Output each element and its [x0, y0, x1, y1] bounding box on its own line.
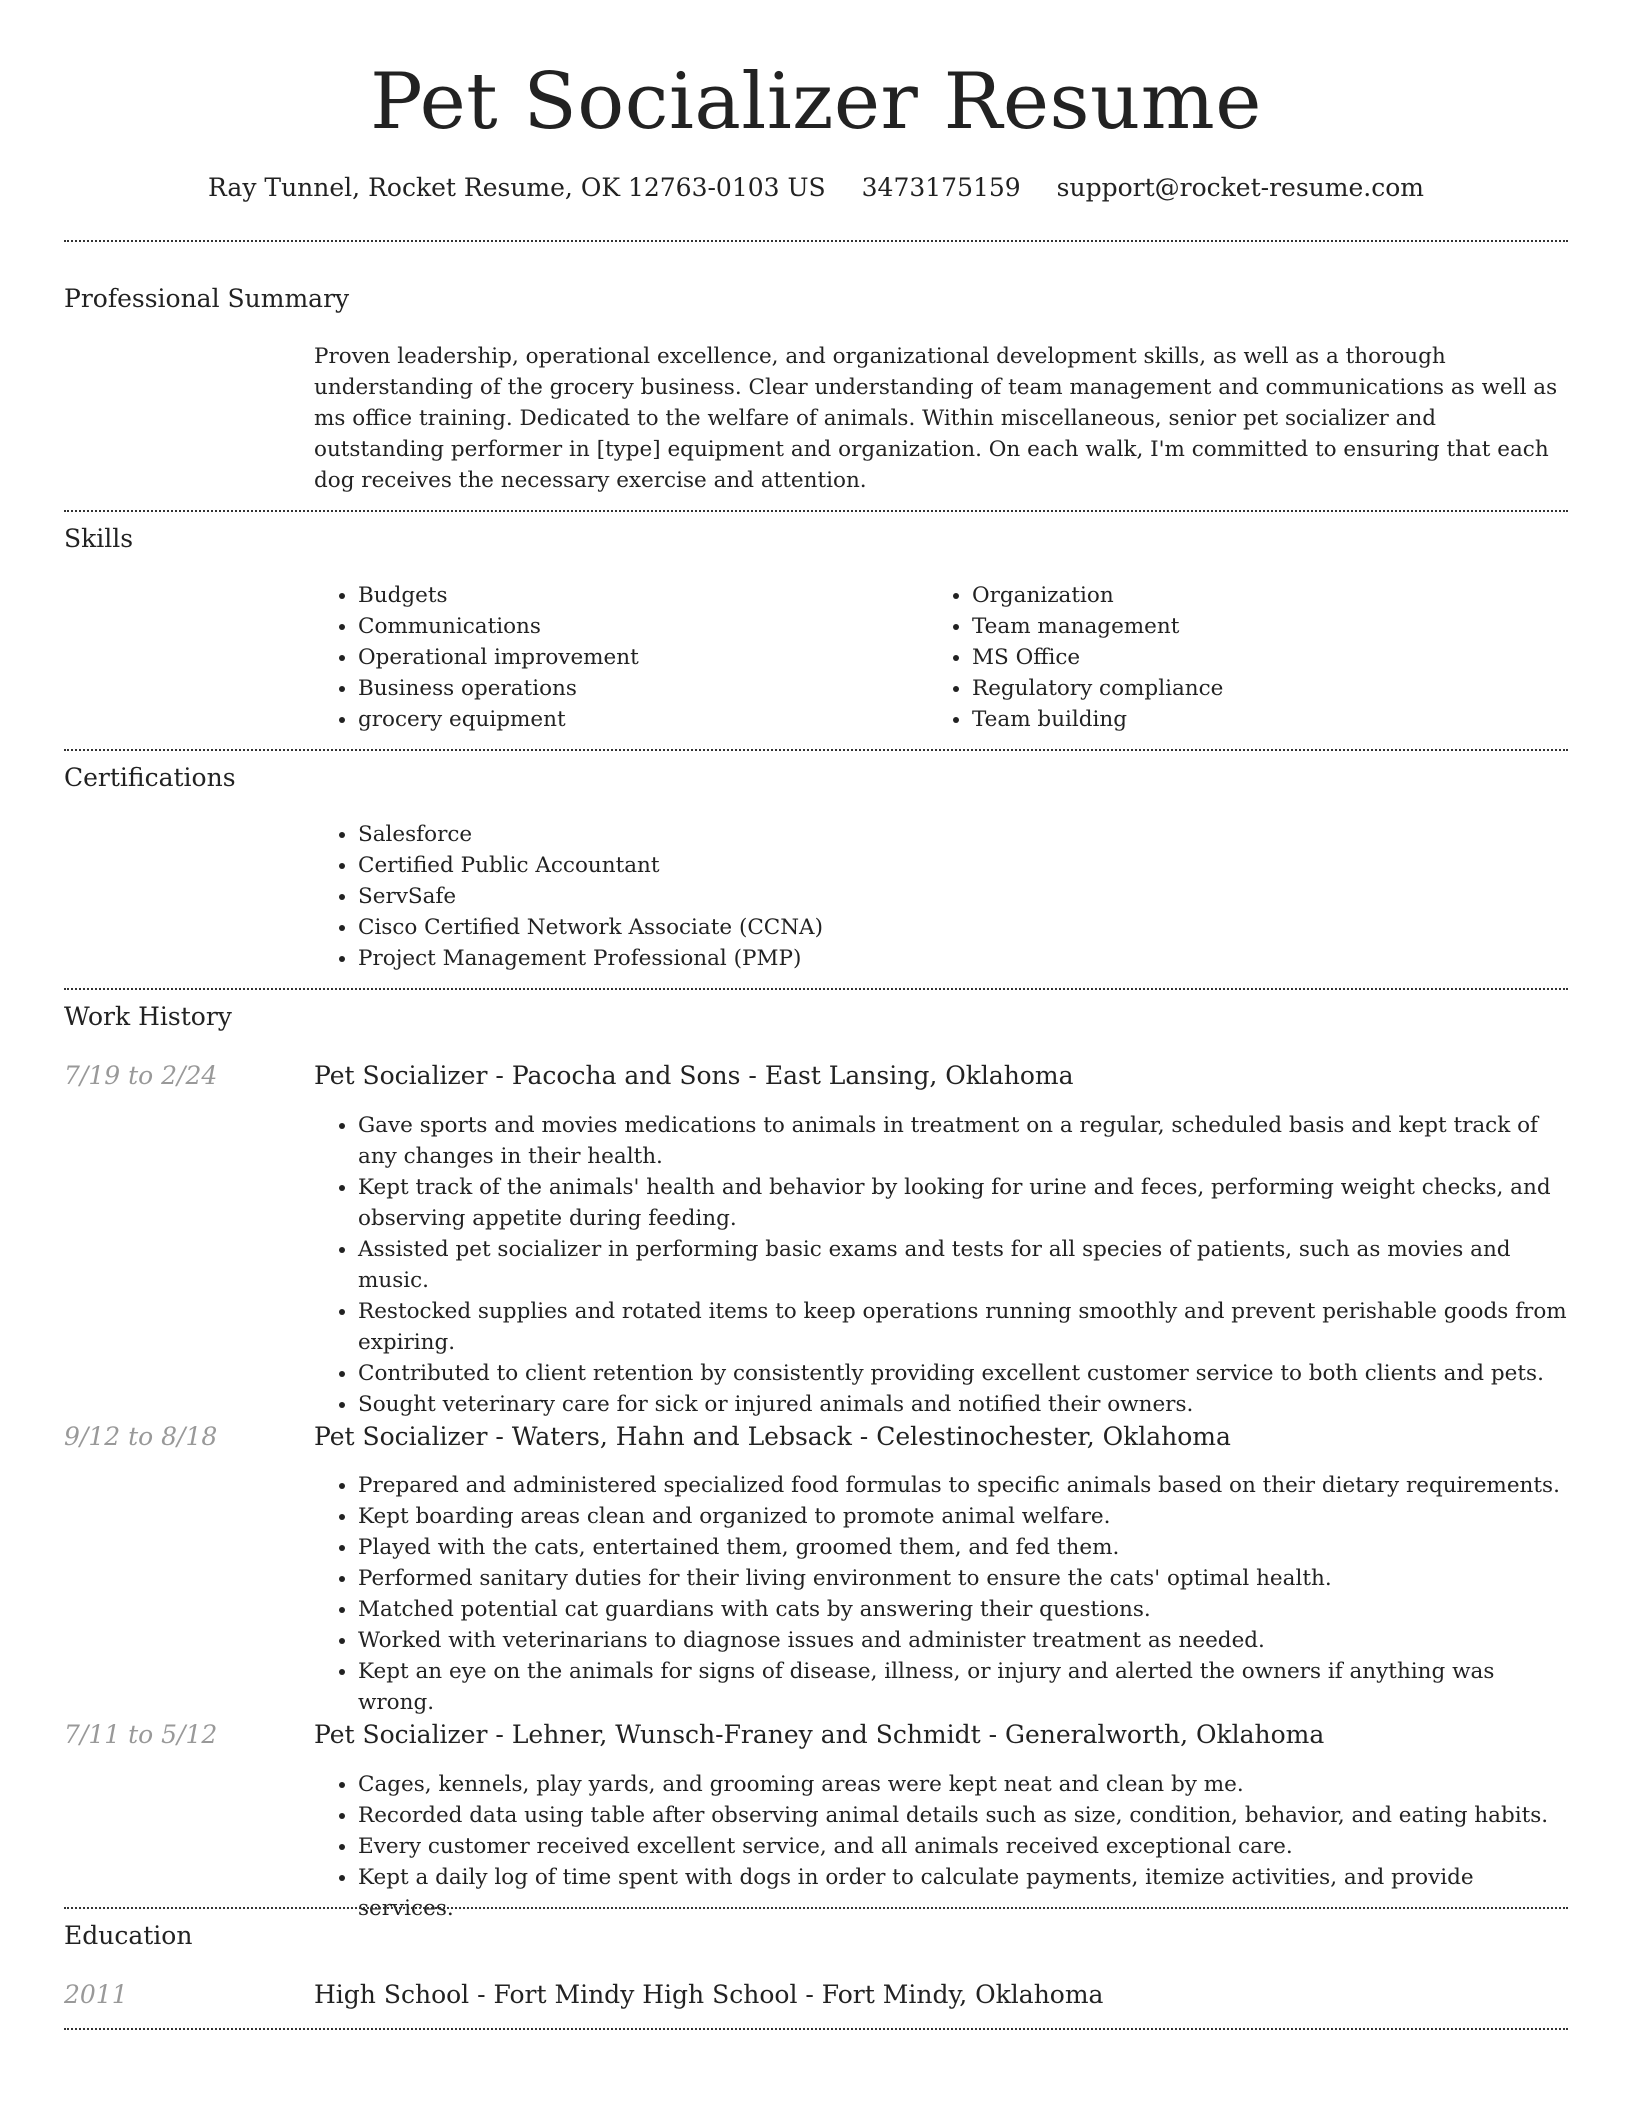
skill-item: • Team building: [972, 704, 1532, 735]
section-divider: [64, 2028, 1568, 2030]
skill-item: • Team management: [972, 611, 1532, 642]
job-bullet: • Every customer received excellent service, and all animals received exceptional care.: [358, 1831, 1568, 1862]
contact-line: [64, 168, 1568, 208]
skills-list-right: [928, 580, 1532, 735]
skills-list-left: [314, 580, 918, 735]
skill-item: • grocery equipment: [358, 704, 918, 735]
summary-heading: Professional Summary: [64, 284, 350, 313]
certification-item: • Salesforce: [358, 819, 1558, 850]
job-bullet: • Played with the cats, entertained them, groomed them, and fed them.: [358, 1532, 1568, 1563]
certification-item: • Cisco Certified Network Associate (CCNA): [358, 912, 1558, 943]
skill-item: • Organization: [972, 580, 1532, 611]
job-bullet: • Kept track of the animals' health and behavior by looking for urine and feces, performing weight checks, and observing appetite during feeding.: [358, 1172, 1568, 1234]
job-bullets: [314, 1110, 1568, 1420]
contact-address: Ray Tunnel, Rocket Resume, OK 12763-0103 US: [208, 173, 826, 202]
section-divider: [64, 749, 1568, 751]
skill-item: • Regulatory compliance: [972, 673, 1532, 704]
work-history-heading: Work History: [64, 1002, 232, 1031]
skill-item: • Budgets: [358, 580, 918, 611]
job-bullet: • Performed sanitary duties for their living environment to ensure the cats' optimal health.: [358, 1563, 1568, 1594]
job-dates: 9/12 to 8/18: [64, 1422, 218, 1451]
section-divider: [64, 510, 1568, 512]
section-divider: [64, 240, 1568, 242]
job-title: Pet Socializer - Lehner, Wunsch-Franey and Schmidt - Generalworth, Oklahoma: [314, 1720, 1325, 1749]
education-year: 2011: [64, 1980, 128, 2009]
job-title: Pet Socializer - Pacocha and Sons - East Lansing, Oklahoma: [314, 1061, 1074, 1090]
job-title: Pet Socializer - Waters, Hahn and Lebsack - Celestinochester, Oklahoma: [314, 1422, 1231, 1451]
section-divider: [64, 988, 1568, 990]
certification-item: • ServSafe: [358, 881, 1558, 912]
job-bullet: • Kept a daily log of time spent with dogs in order to calculate payments, itemize activities, and provide services.: [358, 1862, 1568, 1924]
contact-email: support@rocket-resume.com: [1056, 173, 1424, 202]
job-bullet: • Sought veterinary care for sick or injured animals and notified their owners.: [358, 1389, 1568, 1420]
job-bullet: • Gave sports and movies medications to animals in treatment on a regular, scheduled basis and kept track of any changes in their health.: [358, 1110, 1568, 1172]
skill-item: • Operational improvement: [358, 642, 918, 673]
job-dates: 7/19 to 2/24: [64, 1061, 218, 1090]
job-bullets: [314, 1470, 1568, 1718]
job-dates: 7/11 to 5/12: [64, 1720, 218, 1749]
education-title: High School - Fort Mindy High School - Fort Mindy, Oklahoma: [314, 1980, 1104, 2009]
summary-text: Proven leadership, operational excellence, and organizational development skills, as well as a thorough understanding of the grocery business. Clear understanding of team management and communications as well as ms office training. Dedicated to the welfare of animals. Within miscellaneous, senior pet socializer and outstanding performer in [type] equipment and organization. On each walk, I'm committed to ensuring that each dog receives the necessary exercise and attention.: [314, 344, 1558, 493]
job-bullet: • Assisted pet socializer in performing basic exams and tests for all species of patients, such as movies and music.: [358, 1234, 1568, 1296]
job-bullet: • Restocked supplies and rotated items to keep operations running smoothly and prevent perishable goods from expiring.: [358, 1296, 1568, 1358]
job-bullet: • Prepared and administered specialized food formulas to specific animals based on their dietary requirements.: [358, 1470, 1568, 1501]
skill-item: • Business operations: [358, 673, 918, 704]
certifications-heading: Certifications: [64, 763, 236, 792]
job-bullet: • Kept boarding areas clean and organized to promote animal welfare.: [358, 1501, 1568, 1532]
job-bullet: • Cages, kennels, play yards, and grooming areas were kept neat and clean by me.: [358, 1769, 1568, 1800]
skills-heading: Skills: [64, 524, 134, 553]
section-divider: [64, 1907, 1568, 1909]
certification-item: • Project Management Professional (PMP): [358, 943, 1558, 974]
resume-title: Pet Socializer Resume: [370, 57, 1262, 147]
skill-item: • MS Office: [972, 642, 1532, 673]
education-heading: Education: [64, 1921, 193, 1950]
job-bullet: • Contributed to client retention by consistently providing excellent customer service to both clients and pets.: [358, 1358, 1568, 1389]
job-bullets: [314, 1769, 1568, 1924]
certification-item: • Certified Public Accountant: [358, 850, 1558, 881]
contact-phone: 3473175159: [861, 173, 1021, 202]
certifications-list: [314, 819, 1558, 974]
skill-item: • Communications: [358, 611, 918, 642]
job-bullet: • Matched potential cat guardians with cats by answering their questions.: [358, 1594, 1568, 1625]
job-bullet: • Recorded data using table after observing animal details such as size, condition, behavior, and eating habits.: [358, 1800, 1568, 1831]
job-bullet: • Worked with veterinarians to diagnose issues and administer treatment as needed.: [358, 1625, 1568, 1656]
job-bullet: • Kept an eye on the animals for signs of disease, illness, or injury and alerted the owners if anything was wrong.: [358, 1656, 1568, 1718]
